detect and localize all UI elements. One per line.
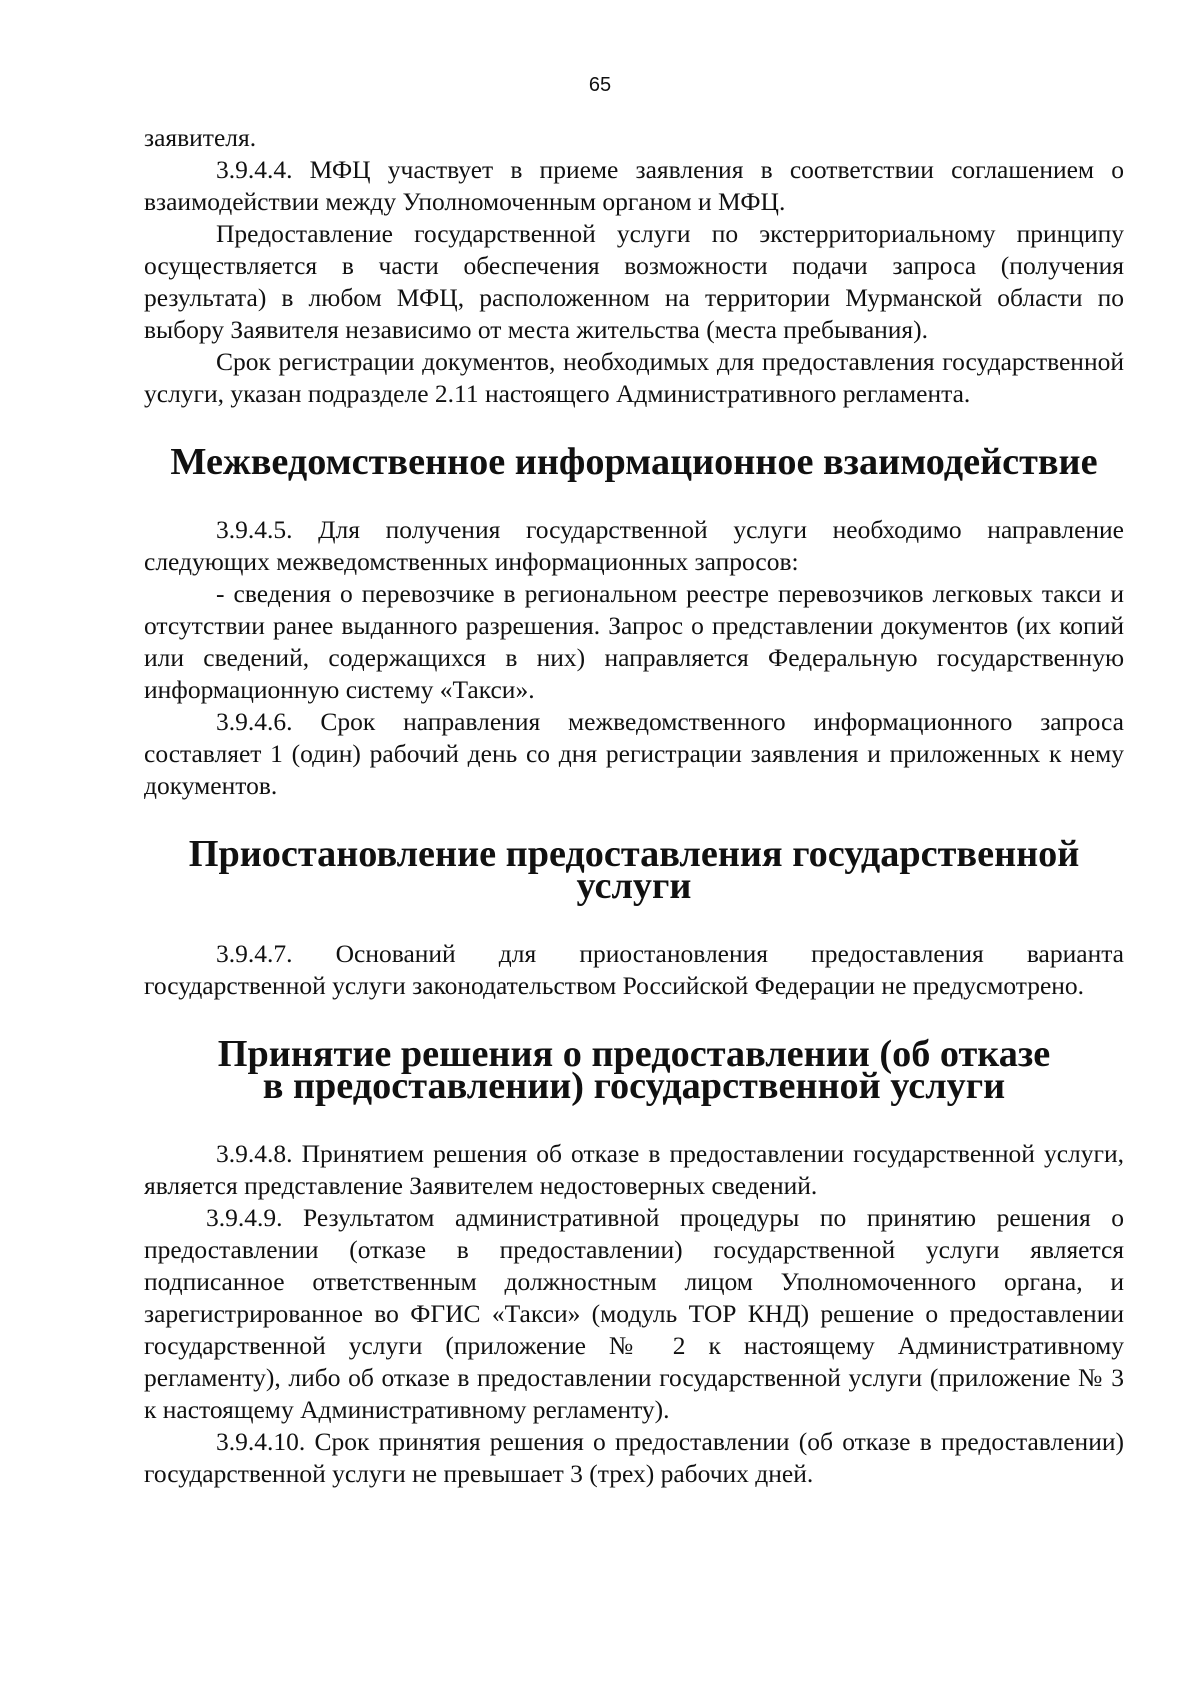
section-heading-decision: Принятие решения о предоставлении (об отказе в предоставлении) государственной услуги xyxy=(217,1033,1051,1107)
paragraph-3-9-4-10: 3.9.4.10. Срок принятия решения о предоставлении (об отказе в предоставлении) государственной услуги не превышает 3 (трех) рабочих дней. xyxy=(144,1427,1124,1488)
document-body xyxy=(144,122,1124,1490)
paragraph-3-9-4-9: 3.9.4.9. Результатом административной процедуры по принятию решения о предоставлении (отказе в предоставлении) государственной услуги является подписанное ответственным должностным лицом Уполномоченного органа, и зарегистрированное во ФГИС «Такси» (модуль ТОР КНД) решение о предоставлении государственной услуги (приложение № 2 к настоящему Административному регламенту), либо об отказе в предоставлении государственной услуги (приложение № 3 к настоящему Административному регламенту). xyxy=(144,1203,1124,1424)
section-heading-suspension: Приостановление предоставления государственной услуги xyxy=(188,833,1080,907)
paragraph-extraterritorial: Предоставление государственной услуги по экстерриториальному принципу осуществляется в части обеспечения возможности подачи запроса (получения результата) в любом МФЦ, расположенном на территории Мурманской области по выбору Заявителя независимо от места жительства (места пребывания). xyxy=(144,219,1124,344)
paragraph-continuation: заявителя. xyxy=(144,123,257,152)
paragraph-registration-term: Срок регистрации документов, необходимых для предоставления государственной услуги, указан подразделе 2.11 настоящего Административного регламента. xyxy=(144,347,1124,408)
paragraph-3-9-4-4: 3.9.4.4. МФЦ участвует в приеме заявления в соответствии соглашением о взаимодействии между Уполномоченным органом и МФЦ. xyxy=(144,155,1124,216)
paragraph-carrier-info: - сведения о перевозчике в региональном реестре перевозчиков легковых такси и отсутствии ранее выданного разрешения. Запрос о представлении документов (их копий или сведений, содержащихся в них) направляется Федеральную государственную информационную систему «Такси». xyxy=(144,579,1124,704)
paragraph-3-9-4-8: 3.9.4.8. Принятием решения об отказе в предоставлении государственной услуги, является представление Заявителем недостоверных сведений. xyxy=(144,1139,1124,1200)
paragraph-3-9-4-5: 3.9.4.5. Для получения государственной услуги необходимо направление следующих межведомственных информационных запросов: xyxy=(144,515,1124,576)
section-heading-interagency: Межведомственное информационное взаимодействие xyxy=(170,441,1098,483)
paragraph-3-9-4-7: 3.9.4.7. Оснований для приостановления предоставления варианта государственной услуги законодательством Российской Федерации не предусмотрено. xyxy=(144,939,1124,1000)
paragraph-3-9-4-6: 3.9.4.6. Срок направления межведомственного информационного запроса составляет 1 (один) рабочий день со дня регистрации заявления и приложенных к нему документов. xyxy=(144,707,1124,800)
page-number: 65 xyxy=(588,74,612,96)
